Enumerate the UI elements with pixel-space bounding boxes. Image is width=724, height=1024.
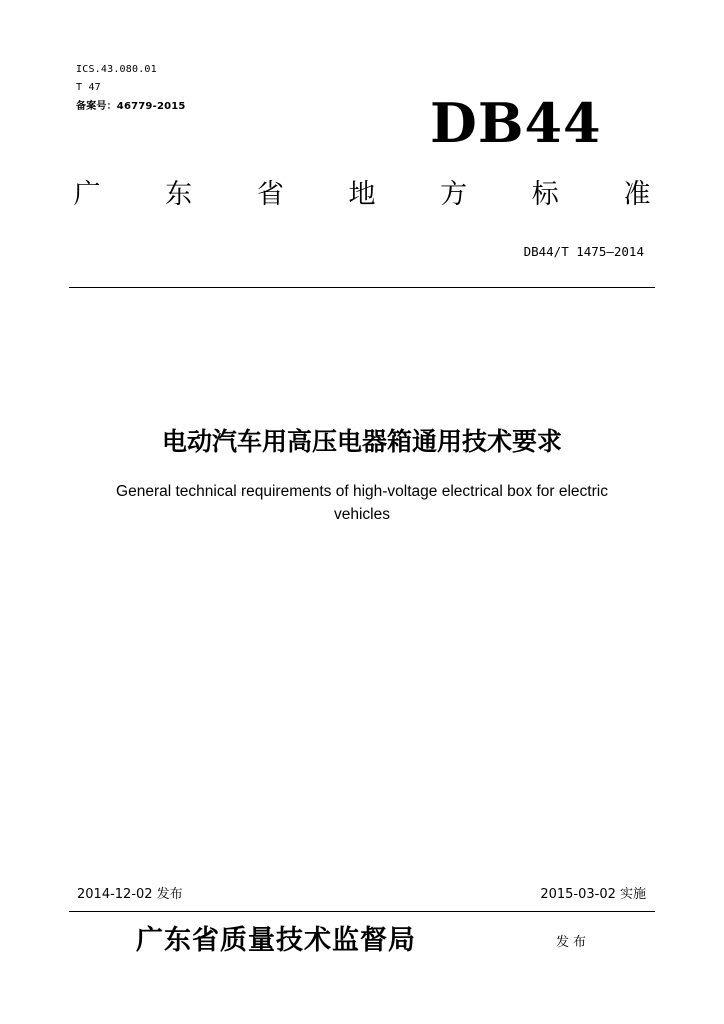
- issue-date: 2014-12-02 发布: [77, 887, 183, 902]
- title-english-line: General technical requirements of high-voltage electrical box for electric: [116, 483, 608, 500]
- db-logo: DB44: [430, 91, 602, 155]
- implementation-date: 2015-03-02 实施: [540, 887, 646, 902]
- issuer-suffix: 发布: [556, 935, 591, 950]
- title-english: [62, 480, 662, 526]
- standard-kind-char: 标: [531, 179, 559, 210]
- standard-number: DB44/T 1475—2014: [523, 244, 644, 259]
- record-number: 备案号：46779-2015: [76, 101, 186, 112]
- standard-kind-char: 广: [73, 179, 101, 210]
- title-english-line: vehicles: [334, 506, 390, 523]
- standard-kind-char: 省: [256, 179, 284, 210]
- ics-code: ICS.43.080.01: [76, 64, 157, 75]
- standard-kind-char: 东: [165, 179, 193, 210]
- standard-kind-char: 准: [623, 179, 651, 210]
- title-chinese: 电动汽车用高压电器箱通用技术要求: [161, 427, 562, 456]
- standard-kind-char: 方: [440, 179, 468, 210]
- top-divider: [69, 287, 655, 288]
- bottom-divider: [69, 911, 655, 912]
- classification-code: T 47: [76, 82, 101, 93]
- issuing-authority: 广东省质量技术监督局: [136, 925, 416, 956]
- standard-kind-char: 地: [348, 179, 376, 210]
- standard-kind-heading: [70, 177, 654, 213]
